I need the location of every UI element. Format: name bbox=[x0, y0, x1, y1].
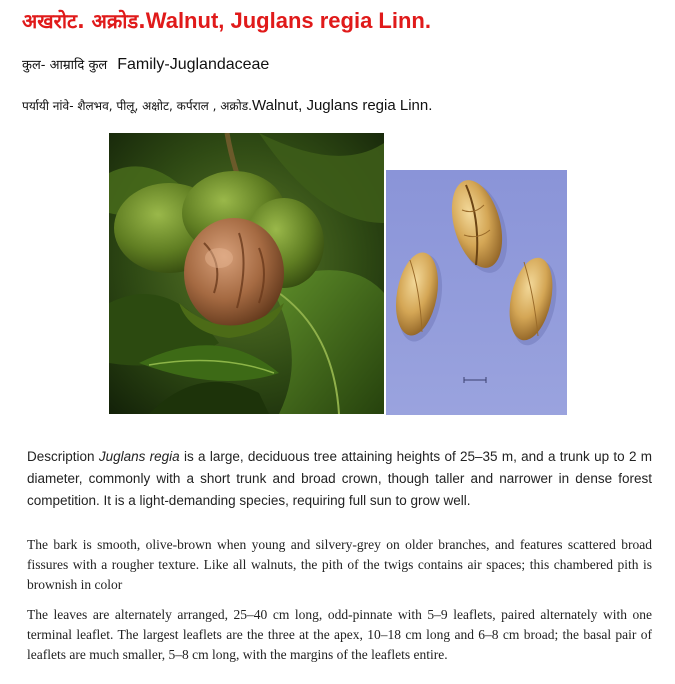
description-body: is a large, deciduous tree attaining heights of 25–35 m, and a trunk up to 2 m diameter, commonly with a short trunk and broad crown, though taller and narrower in dense forest competition. It is a light-demanding species, requiring full sun to grow well. bbox=[27, 449, 652, 508]
family-label-english: Family-Juglandaceae bbox=[117, 56, 270, 73]
leaves-paragraph: The leaves are alternately arranged, 25–40 cm long, odd-pinnate with 5–9 leaflets, paired alternately with one terminal leaflet. The largest leaflets are the three at the apex, 10–18 cm long and 6–8 cm broad; the basal pair of leaflets are much smaller, 5–8 cm long, with the margins of the leaflets entire. bbox=[27, 607, 652, 662]
synonyms-label-marathi: पर्यायी नांवे- शैलभव, पीलू, अक्षोट, कर्पराल , अक्रोड. bbox=[22, 99, 252, 113]
walnut-seeds-photo bbox=[386, 170, 567, 415]
description-paragraph bbox=[27, 446, 652, 512]
family-label-marathi: कुल- आम्रादि कुल bbox=[22, 58, 108, 73]
title-marathi: अखरोट. अक्रोड. bbox=[22, 9, 146, 33]
synonyms-label-english: Walnut, Juglans regia Linn. bbox=[252, 97, 433, 114]
description-species: Juglans regia bbox=[98, 449, 180, 464]
family-line bbox=[22, 54, 269, 77]
title-english: Walnut, Juglans regia Linn. bbox=[145, 8, 431, 33]
walnut-fruit-on-tree-photo bbox=[109, 133, 384, 414]
description-lead: Description bbox=[27, 449, 99, 464]
page-title bbox=[22, 6, 662, 36]
bark-paragraph: The bark is smooth, olive-brown when young and silvery-grey on older branches, and features scattered broad fissures with a rougher texture. Like all walnuts, the pith of the twigs contains air spaces; this chambered pith is brownish in color bbox=[27, 537, 652, 592]
synonyms-line bbox=[22, 95, 432, 117]
